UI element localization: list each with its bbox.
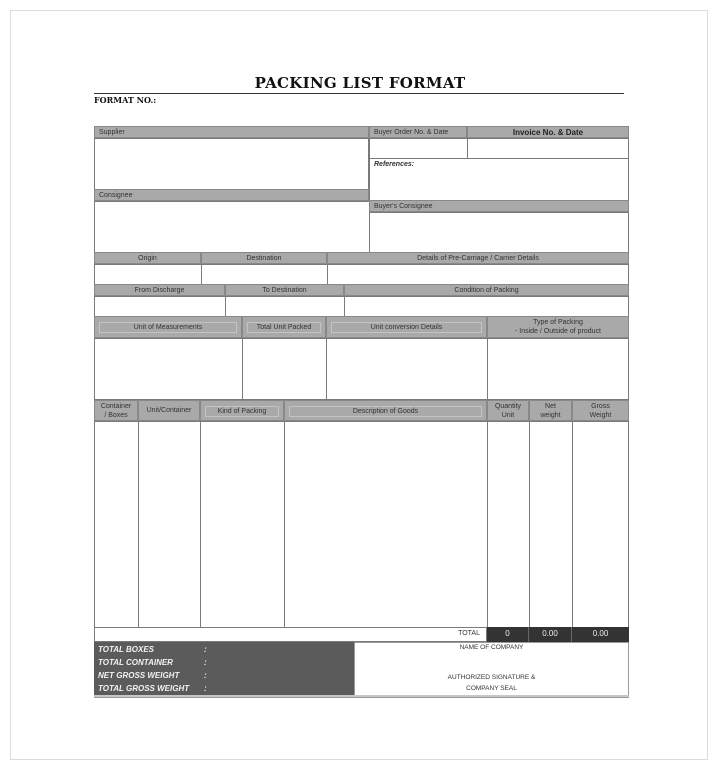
origin-header: Origin [94,252,201,264]
origin-field[interactable] [94,264,202,285]
summary-sep: : [204,684,207,693]
total-net-weight: 0.00 [529,627,572,642]
unit-measure-label: Unit of Measurements [99,322,237,333]
col-divider [572,421,573,628]
supplier-field[interactable] [94,138,369,190]
signature-line1: AUTHORIZED SIGNATURE & [447,674,536,681]
buyer-order-header: Buyer Order No. & Date [369,126,467,138]
col-quantity-line2: Unit [501,412,515,419]
total-gross-weight: 0.00 [572,627,629,642]
type-packing-line2: - Inside / Outside of product [515,328,601,335]
summary-label: TOTAL BOXES [98,645,155,654]
destination-field[interactable] [201,264,328,285]
from-discharge-header: From Discharge [94,284,225,296]
col-kind-packing-header [200,400,284,421]
references-label: References: [374,161,415,168]
buyer-order-field[interactable] [369,138,468,159]
consignee-field[interactable] [94,201,370,253]
col-divider [529,421,530,628]
summary-net-gross-weight [98,669,179,682]
total-quantity: 0 [487,627,529,642]
goods-table-body[interactable] [94,421,629,628]
col-kind-packing-label: Kind of Packing [205,406,279,417]
col-divider [284,421,285,628]
from-discharge-field[interactable] [94,296,226,317]
summary-label: TOTAL GROSS WEIGHT [98,684,190,693]
format-no-label: FORMAT NO.: [94,95,157,105]
col-net-line2: weight [540,412,561,419]
col-quantity-line1: Quantity [494,403,522,410]
form-bottom-border [94,695,629,698]
summary-sep: : [204,671,207,680]
summary-label: TOTAL CONTAINER [98,658,173,667]
col-unit-container-header: Unit/Container [138,400,200,421]
signature-box[interactable] [354,642,629,697]
condition-field[interactable] [344,296,629,317]
pre-carriage-field[interactable] [327,264,629,285]
type-packing-line1: Type of Packing [533,319,583,326]
unit-conversion-label: Unit conversion Details [331,322,482,333]
buyers-consignee-field[interactable] [369,212,629,253]
col-gross-line1: Gross [591,403,610,410]
col-container-header [94,400,138,421]
summary-total-container [98,656,173,669]
to-destination-header: To Destination [225,284,344,296]
unit-conversion-header [326,316,487,338]
invoice-header: Invoice No. & Date [467,126,629,138]
col-gross-line2: Weight [589,412,612,419]
type-packing-field[interactable] [487,338,629,400]
total-unit-packed-header [242,316,326,338]
summary-box [94,642,354,695]
type-packing-header [487,316,629,338]
company-name-label: NAME OF COMPANY [459,644,524,651]
pre-carriage-header: Details of Pre-Carriage / Carrier Details [327,252,629,264]
invoice-field[interactable] [467,138,629,159]
supplier-header: Supplier [94,126,369,138]
document-title: PACKING LIST FORMAT [254,74,466,92]
references-field[interactable] [369,158,629,201]
col-divider [200,421,201,628]
col-divider [138,421,139,628]
destination-header: Destination [201,252,327,264]
col-container-line1: Container [100,403,132,410]
title-divider [94,93,624,94]
signature-line2: COMPANY SEAL [466,685,517,692]
condition-header: Condition of Packing [344,284,629,296]
summary-total-boxes [98,643,154,656]
col-description-header [284,400,487,421]
unit-conversion-field[interactable] [326,338,488,400]
total-label: TOTAL [94,627,487,642]
total-unit-packed-label: Total Unit Packed [247,322,321,333]
summary-sep: : [204,658,207,667]
summary-sep: : [204,645,207,654]
col-description-label: Description of Goods [289,406,482,417]
total-unit-packed-field[interactable] [242,338,327,400]
buyers-consignee-header: Buyer's Consignee [369,200,629,212]
to-destination-field[interactable] [225,296,345,317]
summary-total-gross-weight [98,682,189,695]
col-divider [487,421,488,628]
consignee-header: Consignee [94,189,369,201]
col-net-weight-header [529,400,572,421]
col-container-line2: / Boxes [104,412,128,419]
unit-measure-field[interactable] [94,338,243,400]
col-gross-weight-header [572,400,629,421]
col-net-line1: Net [545,403,556,410]
summary-label: NET GROSS WEIGHT [98,671,180,680]
col-quantity-header [487,400,529,421]
unit-measure-header [94,316,242,338]
